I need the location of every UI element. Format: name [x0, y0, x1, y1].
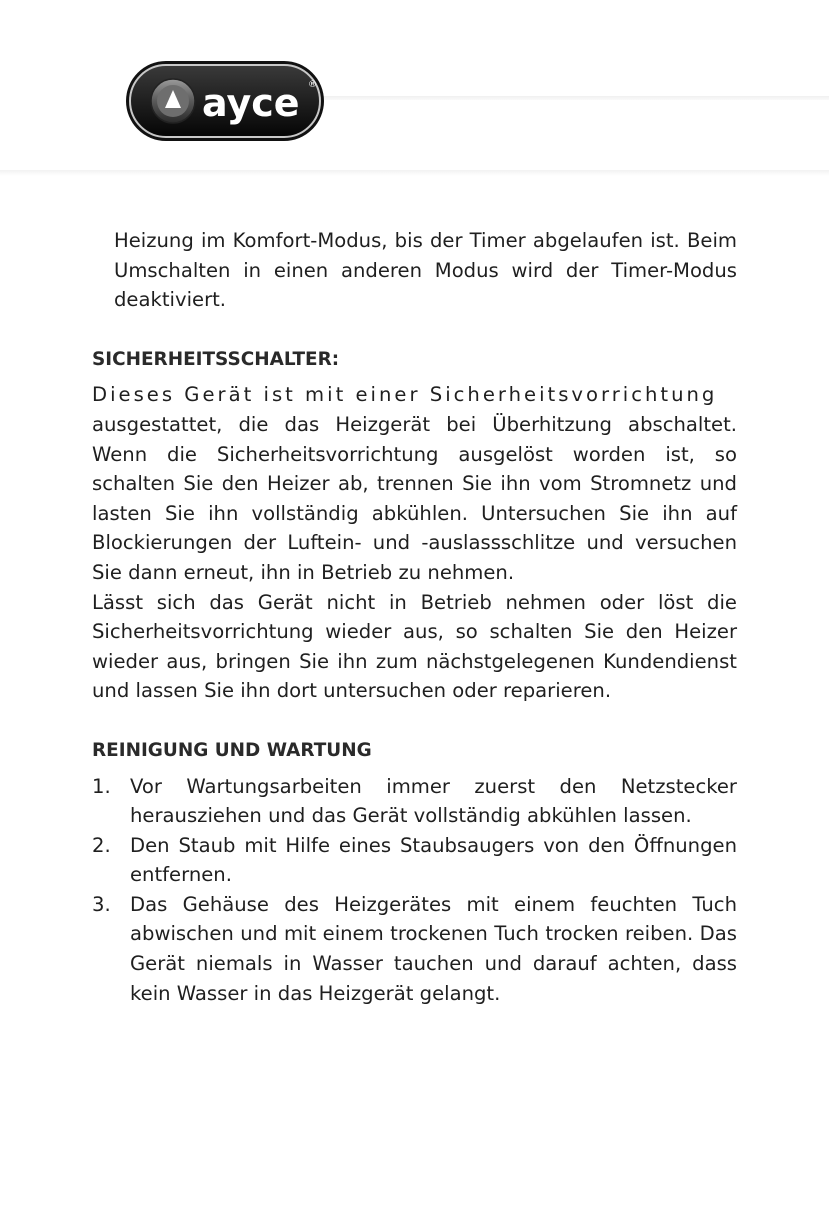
list-item: 3. Das Gehäuse des Heizgerätes mit einem feuchten Tuch abwischen und mit einem trockenen Tuch trocken reiben. Das Gerät niemals in Wasser tauchen und darauf achten, dass kein Wasser in das Heizgerät gelangt.	[92, 892, 737, 1005]
maintenance-heading: REINIGUNG UND WARTUNG	[92, 739, 372, 761]
safety-paragraph-1: ausgestattet, die das Heizgerät bei Überhitzung abschaltet. Wenn die Sicherheitsvorrichtung ausgelöst worden ist, so schalten Sie den Heizer ab, trennen Sie ihn vom Stromnetz und lasten Sie ihn vollständig abkühlen. Untersuchen Sie ihn auf Blockierungen der Luftein- und -auslassschlitze und versuchen Sie dann erneut, ihn in Betrieb zu nehmen.	[92, 412, 737, 584]
logo-wordmark: ayce	[202, 81, 300, 125]
maintenance-list	[92, 772, 737, 1009]
list-item: 1. Vor Wartungsarbeiten immer zuerst den Netzstecker herausziehen und das Gerät vollständig abkühlen lassen.	[92, 774, 737, 828]
ayce-logo	[125, 60, 325, 142]
timer-continuation-text: Heizung im Komfort-Modus, bis der Timer abgelaufen ist. Beim Umschalten in einen anderen Modus wird der Timer-Modus deaktiviert.	[114, 229, 737, 312]
page-header	[0, 0, 829, 175]
safety-heading: SICHERHEITSSCHALTER:	[92, 348, 340, 370]
list-item: 2. Den Staub mit Hilfe eines Staubsaugers von den Öffnungen entfernen.	[92, 833, 737, 887]
header-decor-line	[320, 96, 829, 100]
header-divider	[0, 170, 829, 176]
safety-paragraph-first-line: Dieses Gerät ist mit einer Sicherheitsvorrichtung	[92, 383, 718, 407]
safety-paragraph-2: Lässt sich das Gerät nicht in Betrieb nehmen oder löst die Sicherheitsvorrichtung wieder aus, so schalten Sie den Heizer wieder aus, bringen Sie ihn zum nächstgelegenen Kundendienst und lassen Sie ihn dort untersuchen oder reparieren.	[92, 590, 737, 703]
document-body	[92, 226, 737, 1008]
registered-mark: ®	[308, 80, 317, 90]
